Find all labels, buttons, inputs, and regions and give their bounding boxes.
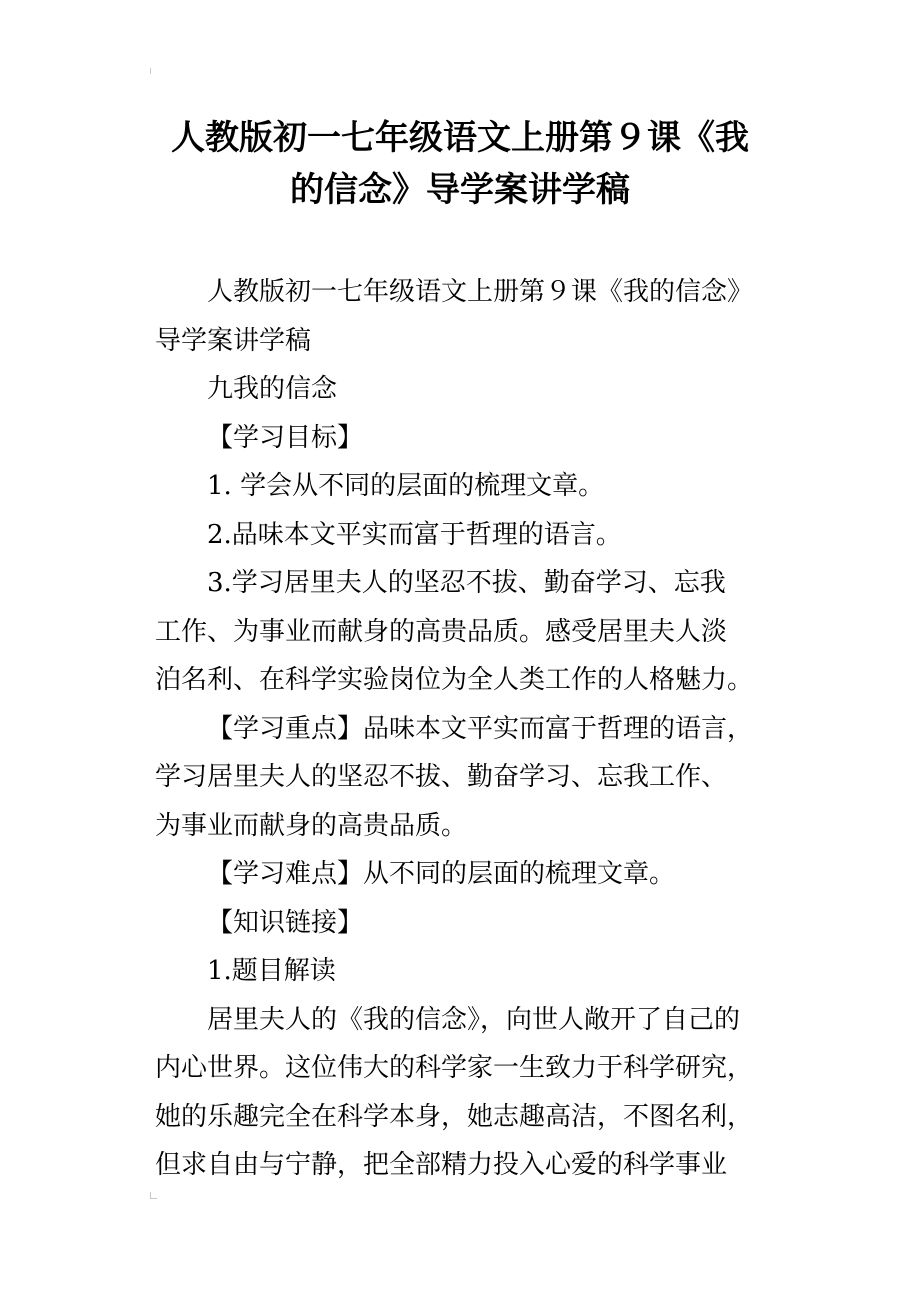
text-line: 九我的信念 [207, 374, 338, 404]
text-line: 1. 学会从不同的层面的梳理文章。 [207, 471, 605, 501]
document-body [155, 268, 775, 1190]
text-line: 1.题目解读 [207, 956, 336, 986]
document-title [130, 112, 790, 216]
section-heading [155, 414, 775, 463]
crop-mark-top [150, 68, 157, 74]
crop-mark-bottom [150, 1192, 157, 1199]
list-item [155, 947, 775, 996]
paragraph [155, 850, 775, 899]
paragraph [155, 705, 775, 851]
list-item [155, 511, 775, 560]
paragraph [155, 996, 775, 1190]
text-line: 泊名利、在科学实验岗位为全人类工作的人格魅力。 [155, 665, 754, 695]
text-line: 【学习目标】 [207, 422, 364, 453]
text-line: 内心世界。这位伟大的科学家一生致力于科学研究， [155, 1053, 754, 1083]
title-line-2: 的信念》导学案讲学稿 [290, 170, 630, 210]
text-line: 3.学习居里夫人的坚忍不拔、勤奋学习、忘我 [207, 568, 726, 598]
text-line: 导学案讲学稿 [155, 325, 312, 356]
section-heading [155, 899, 775, 948]
list-item [155, 559, 775, 705]
text-line: 她的乐趣完全在科学本身，她志趣高洁，不图名利， [155, 1101, 754, 1132]
text-line: 为事业而献身的高贵品质。 [155, 810, 468, 841]
text-line: 工作、为事业而献身的高贵品质。感受居里夫人淡 [155, 616, 728, 647]
list-item [155, 462, 775, 511]
text-line: 人教版初一七年级语文上册第９课《我的信念》 [207, 277, 754, 307]
text-line: 居里夫人的《我的信念》，向世人敞开了自己的 [207, 1004, 741, 1035]
text-line: 【学习重点】品味本文平实而富于哲理的语言， [207, 713, 754, 744]
text-line: 2.品味本文平实而富于哲理的语言。 [207, 519, 622, 550]
text-line: 但求自由与宁静，把全部精力投入心爱的科学事业 [155, 1150, 728, 1180]
section-heading [155, 365, 775, 414]
paragraph [155, 268, 775, 365]
text-line: 【学习难点】从不同的层面的梳理文章。 [207, 859, 676, 889]
text-line: 【知识链接】 [207, 907, 364, 938]
title-line-1: 人教版初一七年级语文上册第９课《我 [171, 118, 749, 158]
text-line: 学习居里夫人的坚忍不拔、勤奋学习、忘我工作、 [155, 762, 728, 792]
